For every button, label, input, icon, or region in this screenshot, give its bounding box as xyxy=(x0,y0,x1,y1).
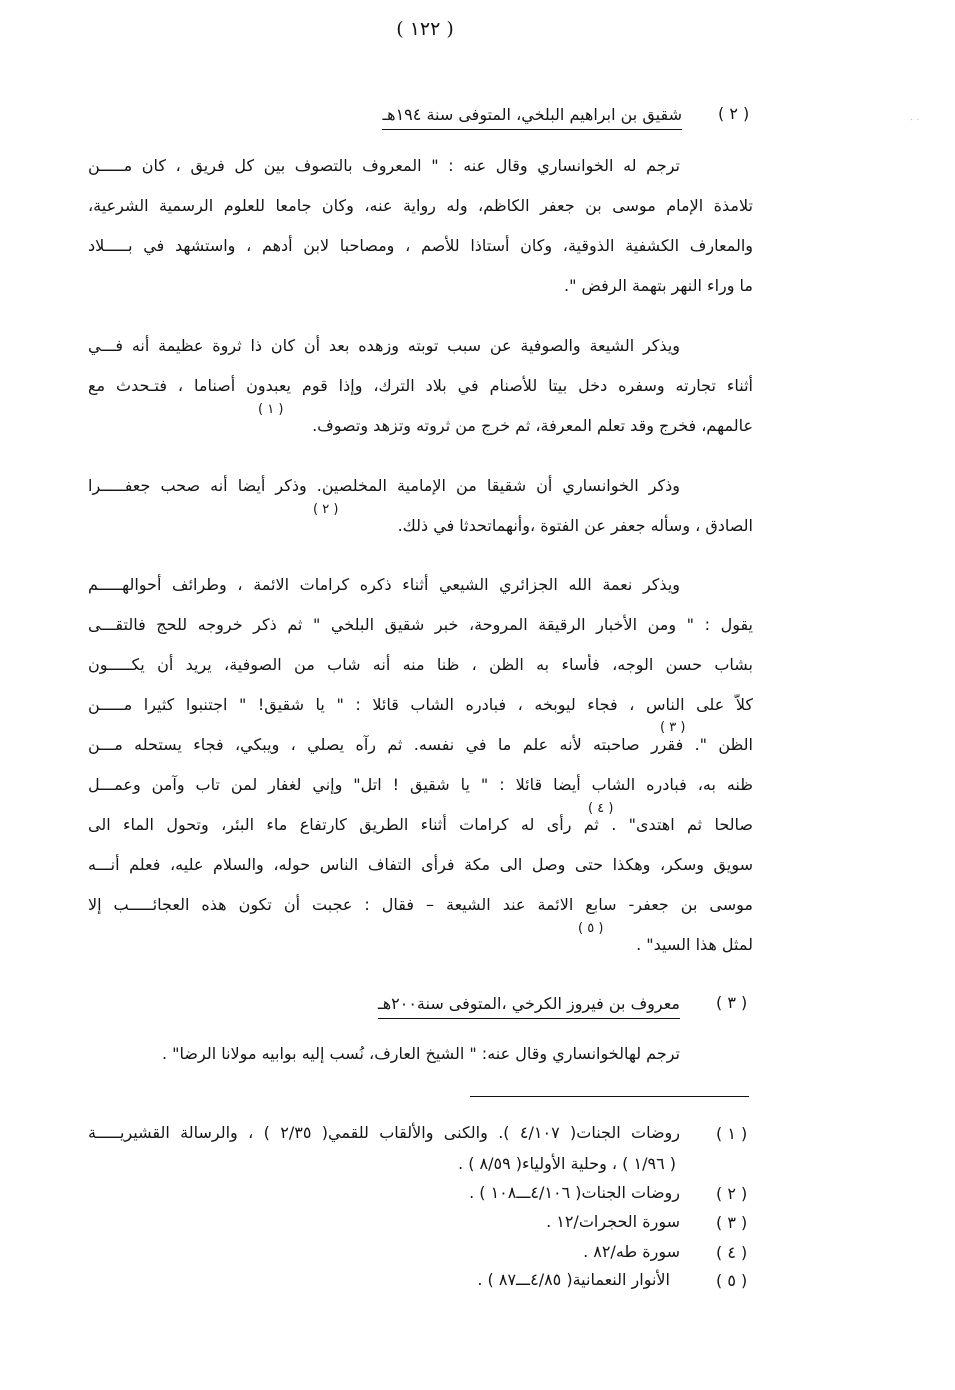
section-2-p4-line-4: كلاًّ على الناس ، فجاء ليوبخه ، فبادره الشاب قائلا : " يا شقيق! " اجتنبوا كثيرا مـــــن xyxy=(88,695,753,714)
section-2-marker: ( ٢ ) xyxy=(718,104,750,123)
section-3-p1: ترجم لهالخوانساري وقال عنه: " الشيخ العارف، نُسب إليه بوابيه مولانا الرضا" . xyxy=(162,1044,680,1063)
section-2-p4-line-8: سويق وسكر، وهكذا حتى وصل الى مكة فرأى التفاف الناس حوله، والسلام عليه، فعلم أنـــه xyxy=(88,855,753,874)
section-2-heading: شقيق بن ابراهيم البلخي، المتوفى سنة ١٩٤هـ xyxy=(382,104,682,130)
footnote-3-marker: ( ٣ ) xyxy=(716,1213,748,1232)
footnote-1-marker: ( ١ ) xyxy=(716,1124,748,1143)
section-2-p4-line-7: صالحا ثم اهتدى" . ثم رأى له كرامات أثناء الطريق كارتفاع ماء البئر، وتحول الماء الى xyxy=(88,815,753,834)
section-2-p1-line-3: والمعارف الكشفية الذوقية، وكان أُستاذا للأصم ، ومصاحبا لابن أدهم ، واستشهد في بـــــلاد xyxy=(88,236,753,255)
section-2-p4-line-5: الظن ". فقرر صاحبته لأنه علم ما في نفسه. ثم رآه يصلي ، ويبكي، فجاء يستحله مـــن xyxy=(88,735,753,754)
section-2-p1-line-1: ترجم له الخوانساري وقال عنه : " المعروف بالتصوف بين كل فريق ، كان مـــــن xyxy=(88,156,680,175)
section-2-p1-line-4: ما وراء النهر بتهمة الرفض ". xyxy=(564,276,753,295)
footnote-2-marker: ( ٢ ) xyxy=(716,1184,748,1203)
footnote-4-text: سورة طه/٨٢ . xyxy=(583,1242,680,1261)
footnote-3-text: سورة الحجرات/١٢ . xyxy=(546,1212,680,1231)
footnote-ref-1: ( ١ ) xyxy=(258,402,284,417)
page-number: ( ١٢٢ ) xyxy=(396,18,454,40)
section-2-p2-line-2: أثناء تجارته وسفره دخل بيتا للأصنام في بلاد الترك، وإذا قوم يعبدون أصناما ، فتـحدث مع xyxy=(88,376,753,395)
section-2-p4-line-1: ويذكر نعمة الله الجزائري الشيعي أثناء ذكره كرامات الائمة ، وطرائف أحوالهـــــم xyxy=(88,575,680,594)
section-2-p2-line-3: عالمهم، فخرج وقد تعلم المعرفة، ثم خرج من ثروته وتزهد وتصوف. xyxy=(312,416,753,435)
section-2-p4-line-9: موسى بن جعفر- سابع الائمة عند الشيعة – فقال : عجبت أن تكون هذه العجائـــــب إلا xyxy=(88,895,753,914)
section-3-marker: ( ٣ ) xyxy=(716,993,748,1012)
section-2-p3-line-2: الصادق ، وسأله جعفر عن الفتوة ،وأنهماتحدثا في ذلك. xyxy=(397,516,753,535)
footnote-1-text: روضات الجنات( ٤/١٠٧ ). والكنى والألقاب للقمي( ٢/٣٥ ) ، والرسالة القشيريـــــة xyxy=(88,1123,680,1142)
scan-speck: ⋅ ⋅ xyxy=(910,115,920,126)
footnote-5-text: الأنوار النعمانية( ٤/٨٥ـــ٨٧ ) . xyxy=(477,1270,670,1289)
footnote-ref-5: ( ٥ ) xyxy=(578,921,604,936)
section-2-p3-line-1: وذكر الخوانساري أن شقيقا من الإمامية المخلصين. وذكر أيضا أنه صحب جعفـــــرا xyxy=(88,476,680,495)
footnote-ref-4: ( ٤ ) xyxy=(588,801,614,816)
section-2-p2-line-1: ويذكر الشيعة والصوفية عن سبب توبته وزهده بعد أن كان ذا ثروة عظيمة أنه فـــي xyxy=(88,336,680,355)
footnote-5-marker: ( ٥ ) xyxy=(716,1271,748,1290)
section-2-p4-line-3: بشاب حسن الوجه، فأساء به الظن ، ظنا منه أنه شاب من الصوفية، يريد أن يكـــــون xyxy=(88,655,753,674)
footnote-4-marker: ( ٤ ) xyxy=(716,1243,748,1262)
footnote-1-continuation: ( ١/٩٦ ) ، وحلية الأولياء( ٨/٥٩ ) . xyxy=(458,1154,676,1173)
section-2-p1-line-2: تلامذة الإمام موسى بن جعفر الكاظم، وله رواية عنه، وكان جامعا للعلوم الرسمية الشرعية، xyxy=(88,196,753,215)
section-2-p4-line-2: يقول : " ومن الأخبار الرقيقة المروحة، خبر شقيق البلخي " ثم ذكر خروجه للحج فالتقـــى xyxy=(88,615,753,634)
section-2-p4-line-10: لمثل هذا السيد" . xyxy=(636,935,753,954)
section-2-p4-line-6: ظنه به، فبادره الشاب أيضا قائلا : " يا شقيق ! اتل" وإني لغفار لمن تاب وآمن وعمـــل xyxy=(88,775,753,794)
footnote-ref-2: ( ٢ ) xyxy=(313,502,339,517)
footnote-2-text: روضات الجنات( ٤/١٠٦ـــ١٠٨ ) . xyxy=(469,1183,680,1202)
footnote-divider xyxy=(470,1096,749,1097)
section-3-heading: معروف بن فيروز الكرخي ،المتوفى سنة٢٠٠هـ xyxy=(378,993,680,1019)
footnote-ref-3: ( ٣ ) xyxy=(660,720,686,735)
